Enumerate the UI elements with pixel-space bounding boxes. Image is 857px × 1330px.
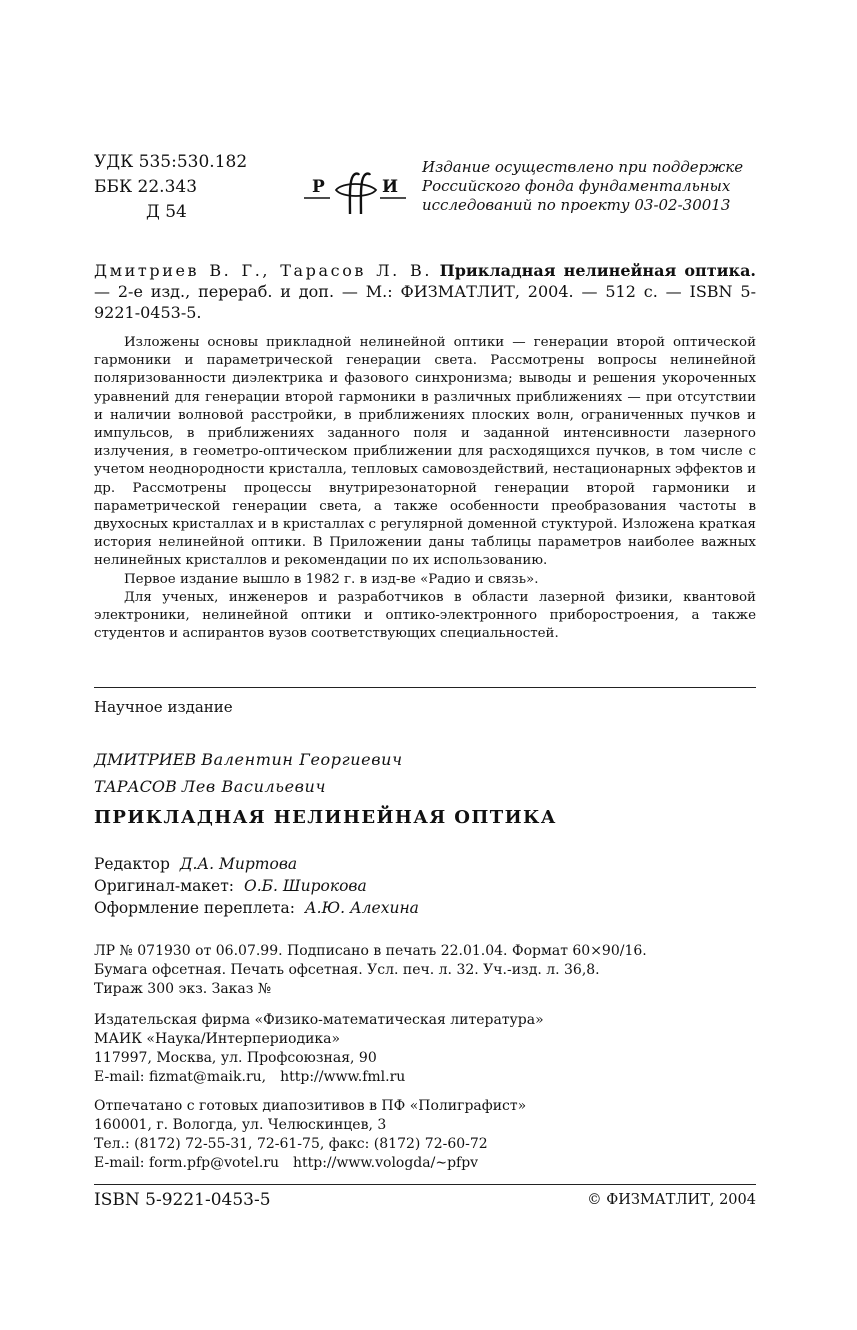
printer-line: Тел.: (8172) 72-55-31, 72-61-75, факс: (8172) 72-60-72 <box>94 1136 488 1152</box>
bibliographic-record <box>94 260 756 323</box>
funding-line: исследований по проекту 03-02-30013 <box>422 196 731 214</box>
book-title: ПРИКЛАДНАЯ НЕЛИНЕЙНАЯ ОПТИКА <box>94 807 557 828</box>
credit-role: Оригинал-макет: <box>94 877 235 895</box>
publisher-email: E-mail: fizmat@maik.ru, <box>94 1069 267 1085</box>
annotation-paragraph: Для ученых, инженеров и разработчиков в области лазерной физики, квантовой электроники, нелинейной оптики и оптико-электронного приборостроения, а также студентов и аспирантов вузов соответствующих специальностей. <box>94 589 756 642</box>
author-given-names: Валентин Георгиевич <box>201 750 403 769</box>
divider <box>94 1184 756 1185</box>
printer-email: E-mail: form.pfp@votel.ru <box>94 1155 279 1171</box>
credit-line <box>94 875 419 897</box>
funding-note <box>422 158 762 215</box>
credit-line <box>94 897 419 919</box>
credit-name: Д.А. Миртова <box>179 855 298 873</box>
copyright: © ФИЗМАТЛИТ, 2004 <box>587 1192 756 1208</box>
biblio-details: — 2-е изд., перераб. и доп. — М.: ФИЗМАТЛИТ, 2004. — 512 с. — ISBN 5-9221-0453-5. <box>94 282 756 322</box>
annotation-paragraph: Изложены основы прикладной нелинейной оптики — генерации второй оптической гармоники и параметрической генерации света. Рассмотрены вопросы нелинейной поляризованности диэлектрика и фазового синхронизма; выводы и решения укороченных уравнений для генерации второй гармоники в различных приближениях — при отсутствии и наличии волновой расстройки, в приближениях плоских волн, ограниченных пучков и импульсов, в приближениях заданного поля и заданной интенсивности лазерного излучения, в геометро-оптическом приближении для расходящихся пучков, в том числе с учетом неоднородности кристалла, тепловых самовоздействий, нестационарных эффектов и др. Рассмотрены процессы внутрирезонаторной генерации второй гармоники и параметрической генерации света, а также особенности преобразования частоты в двухосных кристаллах и в кристаллах с регулярной доменной стуктурой. Изложена краткая история нелинейной оптики. В Приложении даны таблицы параметров наиболее важных нелинейных кристаллов и рекомендации по их использованию. <box>94 335 756 569</box>
biblio-authors: Дмитриев В. Г., Тарасов Л. В. <box>94 261 433 280</box>
classification-block <box>94 150 247 225</box>
author-surname: ДМИТРИЕВ <box>94 750 197 769</box>
logo-letter-r: Р <box>312 177 325 197</box>
publisher-info <box>94 1011 544 1087</box>
author-given-names: Лев Васильевич <box>181 777 327 796</box>
printer-contacts <box>94 1154 526 1173</box>
logo-letter-i: И <box>382 177 399 197</box>
isbn: ISBN 5-9221-0453-5 <box>94 1190 271 1210</box>
funding-line: Российского фонда фундаментальных <box>422 177 731 195</box>
annotation-paragraph: Первое издание вышло в 1982 г. в изд-ве «Радио и связь». <box>124 571 539 587</box>
edition-type: Научное издание <box>94 698 233 716</box>
author-mark: Д 54 <box>146 202 187 222</box>
divider <box>94 687 756 688</box>
biblio-title: Прикладная нелинейная оптика. <box>439 261 756 280</box>
publisher-website: http://www.fml.ru <box>280 1069 406 1085</box>
annotation <box>94 334 756 643</box>
print-line: Бумага офсетная. Печать офсетная. Усл. печ. л. 32. Уч.-изд. л. 36,8. <box>94 962 600 978</box>
author-line <box>94 746 403 773</box>
printer-line: 160001, г. Вологда, ул. Челюскинцев, 3 <box>94 1117 387 1133</box>
credit-line <box>94 853 419 875</box>
publisher-line: Издательская фирма «Физико-математическая литература» <box>94 1012 544 1028</box>
author-surname: ТАРАСОВ <box>94 777 177 796</box>
credit-role: Редактор <box>94 855 170 873</box>
authors-full <box>94 746 403 800</box>
print-line: Тираж 300 экз. Заказ № <box>94 981 272 997</box>
publisher-line: 117997, Москва, ул. Профсоюзная, 90 <box>94 1050 377 1066</box>
credit-name: А.Ю. Алехина <box>304 899 419 917</box>
publisher-line: МАИК «Наука/Интерпериодика» <box>94 1031 341 1047</box>
credit-name: О.Б. Широкова <box>244 877 367 895</box>
printer-line: Отпечатано с готовых диапозитивов в ПФ «Полиграфист» <box>94 1098 527 1114</box>
printer-info <box>94 1097 526 1173</box>
print-info <box>94 942 647 999</box>
funding-line: Издание осуществлено при поддержке <box>422 158 744 176</box>
printer-website: http://www.vologda/∼pfpv <box>292 1155 479 1171</box>
credits <box>94 853 419 919</box>
credit-role: Оформление переплета: <box>94 899 295 917</box>
bbk-code: ББК 22.343 <box>94 177 198 197</box>
print-line: ЛР № 071930 от 06.07.99. Подписано в печать 22.01.04. Формат 60×90/16. <box>94 943 647 959</box>
publisher-contacts <box>94 1068 544 1087</box>
udk-code: УДК 535:530.182 <box>94 152 248 172</box>
rffi-logo <box>300 170 412 216</box>
author-line <box>94 773 403 800</box>
